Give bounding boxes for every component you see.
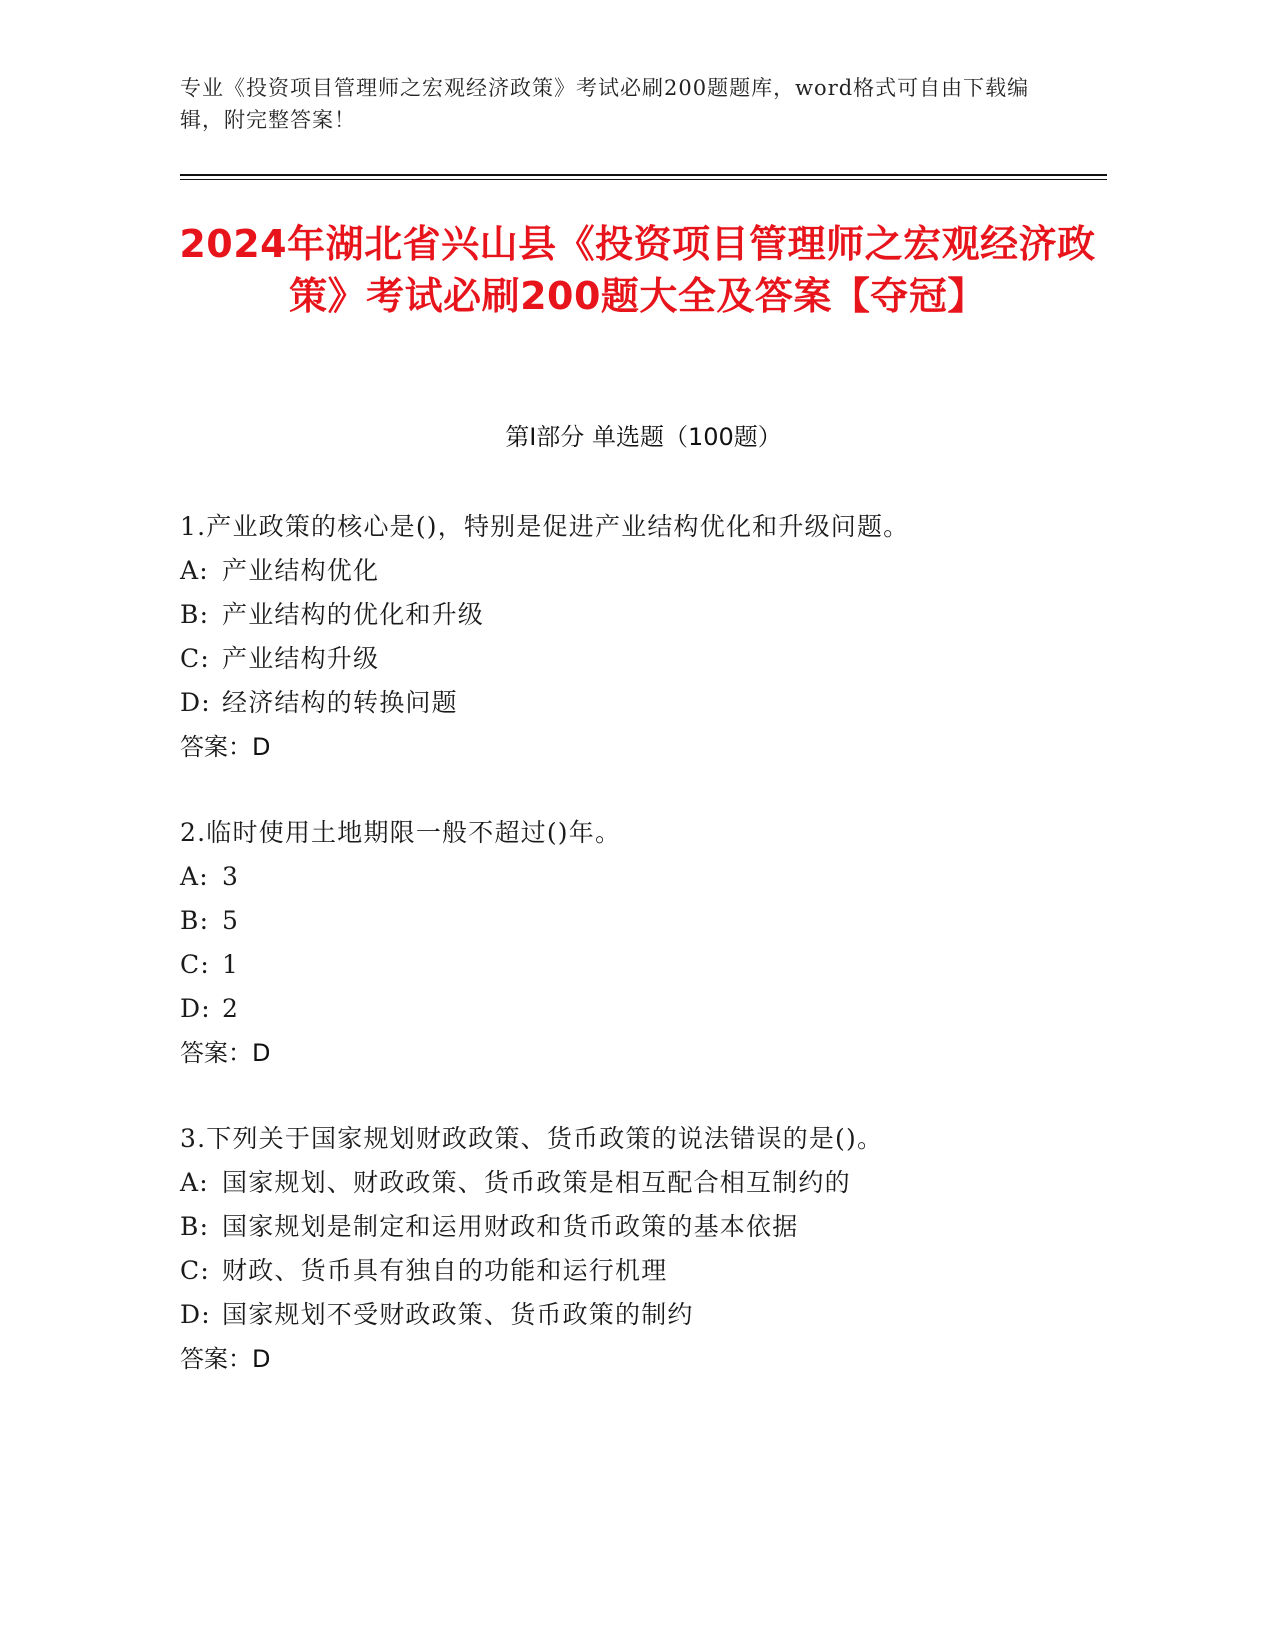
option-b (180, 1205, 1107, 1249)
option-text: 国家规划是制定和运用财政和货币政策的基本依据 (222, 1212, 799, 1241)
option-text: 产业结构优化 (222, 556, 380, 585)
option-text: 2 (222, 994, 240, 1023)
question-2 (180, 811, 1107, 1075)
option-a (180, 855, 1107, 899)
option-c (180, 943, 1107, 987)
answer-line: 答案：D (180, 1345, 271, 1373)
question-list (180, 505, 1107, 1423)
section-heading: 第Ⅰ部分 单选题（100题） (505, 423, 782, 451)
option-key: D: (180, 688, 211, 717)
option-b (180, 899, 1107, 943)
question-1 (180, 505, 1107, 769)
option-key: B: (180, 1212, 210, 1241)
option-d (180, 987, 1107, 1031)
option-key: C: (180, 644, 210, 673)
option-key: A: (180, 1168, 209, 1197)
option-text: 5 (222, 906, 240, 935)
question-3 (180, 1117, 1107, 1381)
option-key: B: (180, 600, 210, 629)
question-stem: 1.产业政策的核心是()，特别是促进产业结构优化和升级问题。 (180, 512, 910, 541)
option-d (180, 1293, 1107, 1337)
option-key: A: (180, 862, 209, 891)
answer-line: 答案：D (180, 733, 271, 761)
header-divider-thin (180, 179, 1107, 180)
option-c (180, 1249, 1107, 1293)
option-text: 国家规划、财政政策、货币政策是相互配合相互制约的 (222, 1168, 851, 1197)
option-text: 国家规划不受财政政策、货币政策的制约 (222, 1300, 694, 1329)
option-a (180, 549, 1107, 593)
option-text: 经济结构的转换问题 (222, 688, 458, 717)
option-b (180, 593, 1107, 637)
question-stem: 3.下列关于国家规划财政政策、货币政策的说法错误的是()。 (180, 1124, 884, 1153)
option-key: C: (180, 1256, 210, 1285)
option-key: A: (180, 556, 209, 585)
option-text: 产业结构的优化和升级 (222, 600, 485, 629)
option-c (180, 637, 1107, 681)
option-text: 3 (222, 862, 240, 891)
option-a (180, 1161, 1107, 1205)
option-key: D: (180, 1300, 211, 1329)
header-note: 专业《投资项目管理师之宏观经济政策》考试必刷200题题库，word格式可自由下载编辑，附完整答案！ (180, 76, 1030, 132)
option-key: C: (180, 950, 210, 979)
option-text: 产业结构升级 (222, 644, 380, 673)
answer-line: 答案：D (180, 1039, 271, 1067)
option-d (180, 681, 1107, 725)
option-key: D: (180, 994, 211, 1023)
question-stem: 2.临时使用土地期限一般不超过()年。 (180, 818, 622, 847)
option-key: B: (180, 906, 210, 935)
option-text: 财政、货币具有独自的功能和运行机理 (222, 1256, 668, 1285)
header-divider-thick (180, 174, 1107, 176)
document-title: 2024年湖北省兴山县《投资项目管理师之宏观经济政策》考试必刷200题大全及答案【夺冠】 (179, 222, 1096, 318)
option-text: 1 (222, 950, 240, 979)
